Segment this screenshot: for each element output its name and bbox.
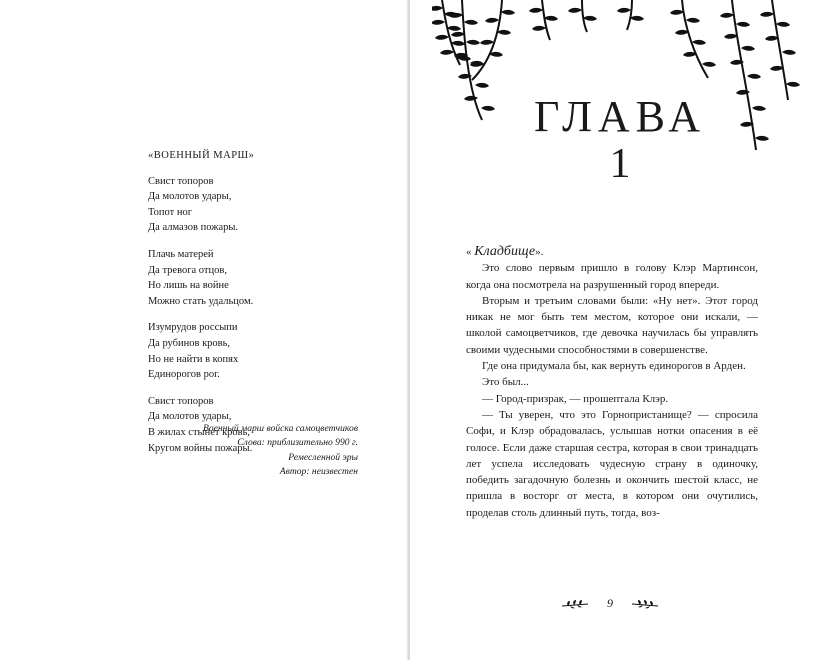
paragraph: Где она придумала бы, как вернуть единорогов в Арден.: [482, 360, 746, 373]
left-page: [0, 0, 408, 660]
credit-line: Автор: неизвестен: [279, 466, 358, 478]
poem-line: Да молотов удары,: [148, 191, 232, 203]
paragraph: Вторым и третьим словами были: «Ну нет». Этот город никак не мог быть тем местом, которое они искали, — школой самоцветчиков, где девочка научилась бы управлять своими чудесными способностями в совершенстве.: [466, 294, 758, 356]
credit-line: Военный марш войска самоцветчиков: [202, 423, 358, 434]
poem-line: Свист топоров: [148, 395, 214, 407]
poem-line: Да молотов удары,: [148, 411, 232, 423]
poem-line: Свист топоров: [148, 175, 214, 187]
paragraph: — Город-призрак, — прошептала Клэр.: [482, 392, 669, 405]
opening-word: Кладбище: [474, 244, 536, 259]
right-page: [410, 0, 820, 660]
poem-stanza: [148, 174, 368, 236]
open-quote: «: [466, 246, 475, 258]
poem-line: Топот ног: [148, 206, 192, 218]
credit-line: Ремесленной эры: [288, 451, 358, 463]
poem-stanza: [148, 320, 368, 382]
paragraph: Это был...: [482, 376, 529, 389]
paragraph: [466, 244, 758, 260]
chapter-text: [466, 244, 758, 521]
chapter-number: 1: [609, 141, 631, 187]
close-quote: ».: [535, 246, 544, 258]
poem-line: Можно стать удальцом.: [148, 295, 254, 307]
poem-line: Но лишь на войне: [148, 280, 229, 292]
paragraph: — Ты уверен, что это Горнопристанище? — спросила Софи, и Клэр обрадовалась, услышав нотки опасения в её голосе. Если даже старшая сестра, которая в свои тринадцать лет успела исследовать чудесную страну в одиночку, победить загадочную болезнь и окончить шестой класс, не пришла в восторг от места, в котором они очутились, проделав столь длинный путь, тогда, воз-: [466, 408, 758, 519]
left-sprig-icon: [560, 598, 590, 610]
poem-line: Да рубинов кровь,: [148, 337, 231, 349]
page-footer: [560, 594, 660, 614]
credit-line: Слова: приблизительно 990 г.: [237, 437, 358, 449]
poem-line: Плачь матерей: [148, 248, 214, 260]
poem: [148, 148, 368, 467]
poem-line: Изумрудов россыпи: [148, 322, 238, 334]
chapter-heading: ГЛАВА: [533, 92, 707, 141]
poem-line: В жилах стынет кровь,: [148, 426, 251, 438]
poem-stanza: [148, 247, 368, 309]
paragraph: Это слово первым пришло в голову Клэр Мартинсон, когда она посмотрела на разрушенный город впереди.: [466, 262, 758, 291]
poem-line: Кругом войны пожары.: [148, 442, 253, 454]
poem-line: Да алмазов пожары.: [148, 222, 239, 234]
right-sprig-icon: [630, 598, 660, 610]
poem-line: Но не найти в копях: [148, 353, 239, 365]
poem-title: «ВОЕННЫЙ МАРШ»: [148, 150, 255, 161]
poem-line: Единорогов рог.: [148, 369, 220, 381]
poem-credits: [130, 422, 358, 480]
poem-line: Да тревога отцов,: [148, 264, 227, 276]
page-number: 9: [607, 596, 613, 610]
